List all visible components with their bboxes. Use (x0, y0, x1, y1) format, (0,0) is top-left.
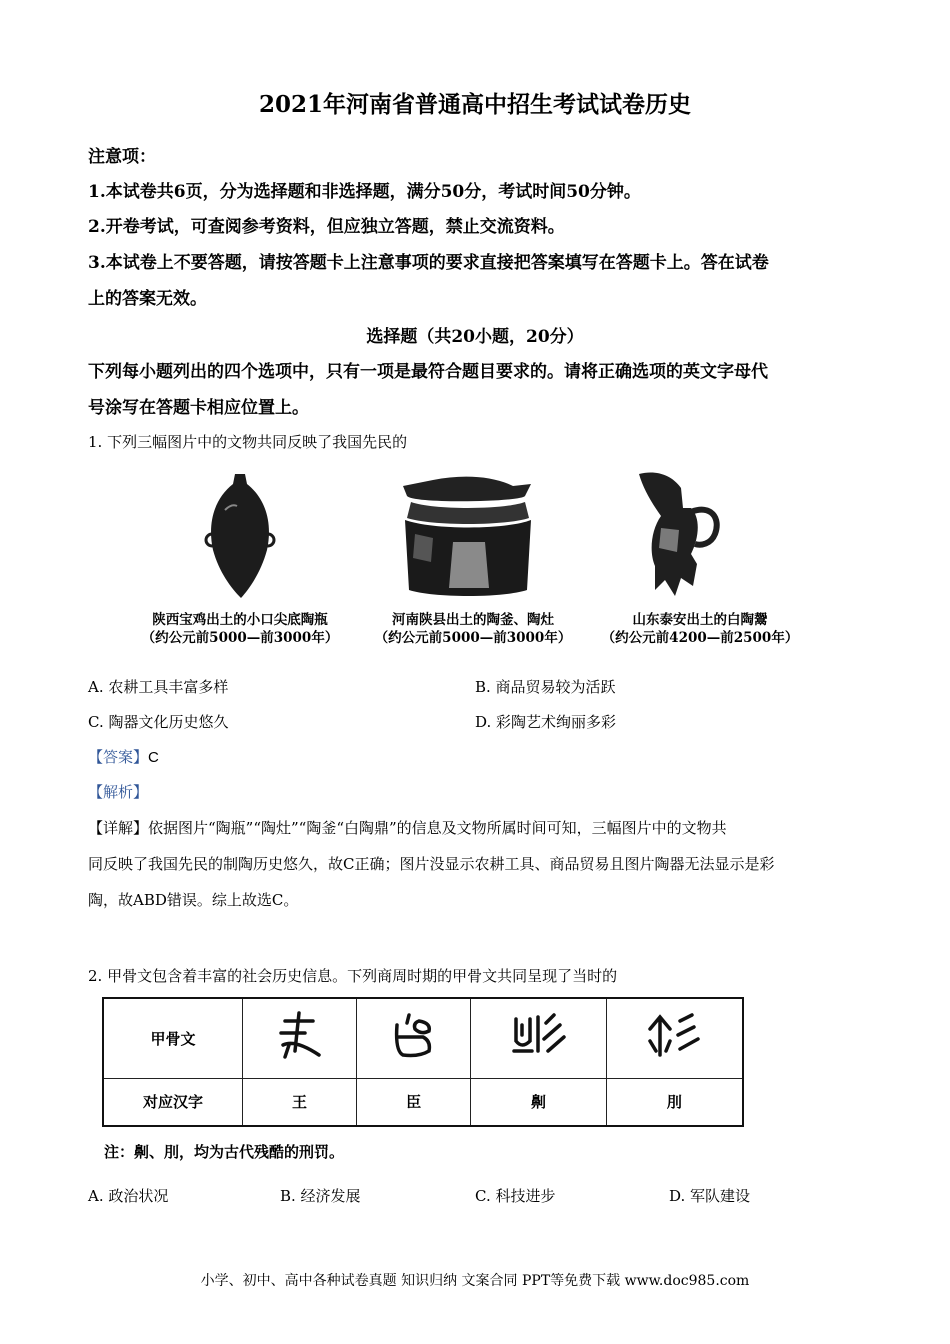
notice-item-2: 2.开卷考试，可查阅参考资料，但应独立答题，禁止交流资料。 (88, 217, 565, 237)
notice-item-3: 3.本试卷上不要答题，请按答题卡上注意事项的要求直接把答案填写在答题卡上。答在试卷 (88, 253, 769, 273)
hanzi-chen: 臣 (357, 1078, 471, 1126)
hanzi-header: 对应汉字 (103, 1078, 243, 1126)
hanzi-yi: 劓 (471, 1078, 607, 1126)
oracle-glyph-yi-icon (508, 1011, 568, 1061)
q1-detail-line-2: 同反映了我国先民的制陶历史悠久，故C正确；图片没显示农耕工具、商品贸易且图片陶器无法显示是彩 (88, 855, 775, 873)
q1-option-a: A. 农耕工具丰富多样 (88, 678, 229, 696)
pottery-vase-image (195, 470, 285, 600)
q2-option-b: B. 经济发展 (280, 1187, 361, 1205)
q2-note: 注：劓、刖，均为古代残酷的刑罚。 (104, 1143, 345, 1161)
section-heading: 选择题（共20小题，20分） (366, 327, 584, 347)
figure-2-caption: 河南陕县出土的陶釜、陶灶 (392, 612, 554, 628)
notice-item-1: 1.本试卷共6页，分为选择题和非选择题，满分50分，考试时间50分钟。 (88, 182, 641, 202)
hanzi-yue: 刖 (606, 1078, 743, 1126)
figure-3-date: （约公元前4200—前2500年） (601, 630, 799, 646)
q1-option-c: C. 陶器文化历史悠久 (88, 713, 229, 731)
answer-label: 【答案】 (88, 748, 149, 766)
oracle-glyph-wang (243, 998, 357, 1078)
section-instruction-1: 下列每小题列出的四个选项中，只有一项是最符合题目要求的。请将正确选项的英文字母代 (88, 362, 768, 382)
page-footer: 小学、初中、高中各种试卷真题 知识归纳 文案合同 PPT等免费下载 www.doc985.com (200, 1273, 750, 1289)
figure-1-caption: 陕西宝鸡出土的小口尖底陶瓶 (152, 612, 328, 628)
figure-3-caption: 山东泰安出土的白陶鬶 (632, 612, 768, 628)
q1-analysis-label: 【解析】 (88, 783, 149, 801)
oracle-glyph-yi (471, 998, 607, 1078)
white-pottery-gui-image (635, 468, 725, 600)
pottery-cauldron-stove-image (393, 472, 543, 602)
notice-heading: 注意项： (88, 147, 156, 167)
oracle-glyph-yue-icon (644, 1011, 704, 1061)
oracle-glyph-yue (606, 998, 743, 1078)
q1-option-b: B. 商品贸易较为活跃 (475, 678, 616, 696)
q1-detail-line-1: 【详解】依据图片“陶瓶”“陶灶”“陶釜“白陶鼎”的信息及文物所属时间可知，三幅图片中的文物共 (88, 819, 727, 837)
oracle-bone-table (102, 997, 744, 1127)
oracle-bone-header: 甲骨文 (103, 998, 243, 1078)
q2-stem: 2. 甲骨文包含着丰富的社会历史信息。下列商周时期的甲骨文共同呈现了当时的 (88, 967, 618, 985)
oracle-glyph-wang-icon (275, 1011, 325, 1061)
q1-detail-line-3: 陶，故ABD错误。综上故选C。 (88, 891, 299, 909)
q1-option-d: D. 彩陶艺术绚丽多彩 (475, 713, 617, 731)
figure-2-date: （约公元前5000—前3000年） (374, 630, 572, 646)
q1-stem: 1. 下列三幅图片中的文物共同反映了我国先民的 (88, 433, 408, 451)
hanzi-wang: 王 (243, 1078, 357, 1126)
oracle-glyph-chen (357, 998, 471, 1078)
oracle-glyph-chen-icon (389, 1011, 439, 1061)
figure-1-date: （约公元前5000—前3000年） (141, 630, 339, 646)
page-title: 2021年河南省普通高中招生考试试卷历史 (258, 91, 691, 118)
q2-option-a: A. 政治状况 (88, 1187, 169, 1205)
notice-item-3-cont: 上的答案无效。 (88, 289, 207, 309)
answer-value: C (148, 749, 159, 766)
q2-option-d: D. 军队建设 (669, 1187, 751, 1205)
section-instruction-2: 号涂写在答题卡相应位置上。 (88, 398, 309, 418)
q1-answer (88, 746, 159, 767)
q2-option-c: C. 科技进步 (475, 1187, 556, 1205)
